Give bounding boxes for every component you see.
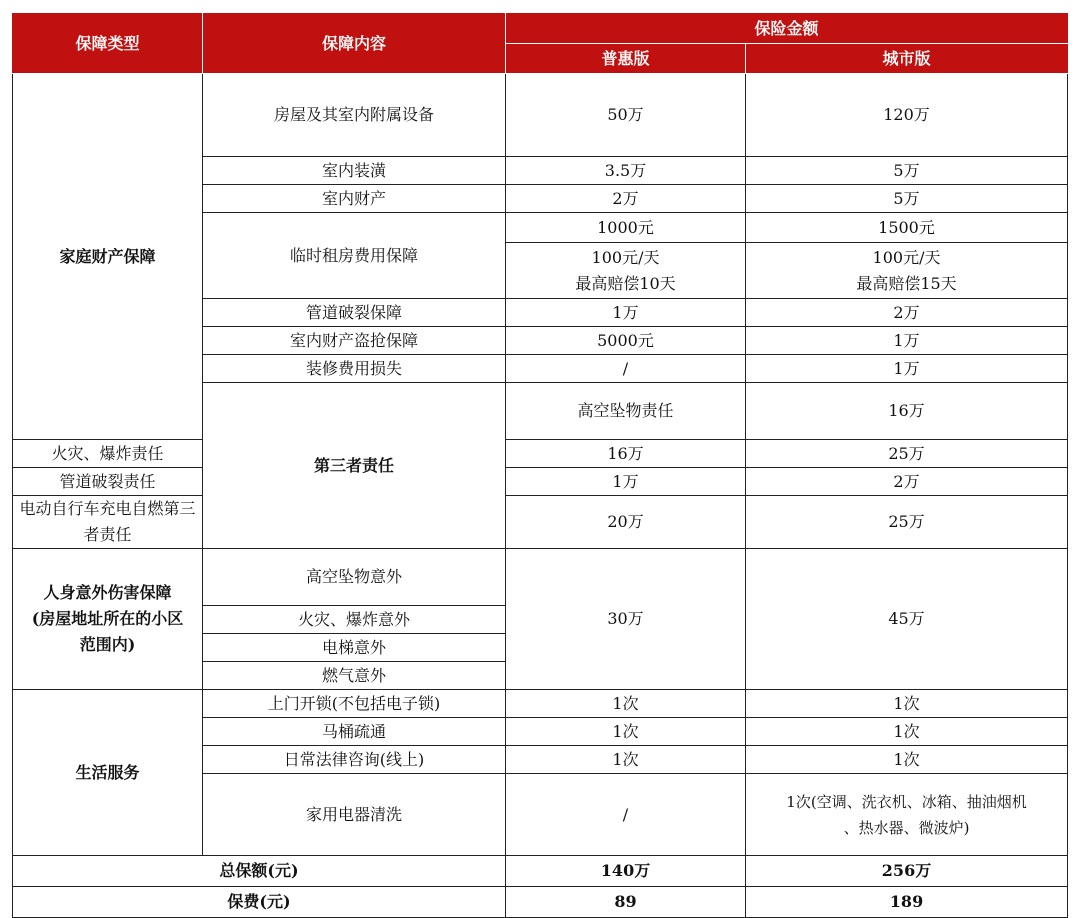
table-row <box>13 440 1068 468</box>
plan-a-cell: 5000元 <box>506 327 746 355</box>
plan-b-cell: 25万 <box>746 440 1068 468</box>
category-accident-line: (房屋地址所在的小区 <box>31 609 184 628</box>
insurance-coverage-table <box>12 13 1068 918</box>
plan-a-cell: 20万 <box>506 496 746 549</box>
table-row <box>13 690 1068 718</box>
plan-a-cell: 16万 <box>506 440 746 468</box>
item-cell: 管道破裂保障 <box>203 299 506 327</box>
plan-a-cell: 1次 <box>506 746 746 774</box>
header-amount: 保险金额 <box>506 14 1068 44</box>
category-third-party: 第三者责任 <box>203 383 506 549</box>
item-cell: 燃气意外 <box>203 662 506 690</box>
plan-b-cell: 1500元 <box>746 213 1068 243</box>
plan-a-cell: 3.5万 <box>506 157 746 185</box>
plan-b-cell: 1万 <box>746 355 1068 383</box>
item-cell: 装修费用损失 <box>203 355 506 383</box>
plan-b-cell: 25万 <box>746 496 1068 549</box>
header-plan-a: 普惠版 <box>506 44 746 74</box>
plan-b-cell: 2万 <box>746 468 1068 496</box>
total-sum-label: 总保额(元) <box>13 856 506 887</box>
plan-b-cell: 2万 <box>746 299 1068 327</box>
plan-a-line: 100元/天 <box>591 247 660 267</box>
item-cell: 高空坠物责任 <box>506 383 746 440</box>
plan-a-cell <box>506 243 746 299</box>
plan-b-line: 100元/天 <box>872 247 941 267</box>
plan-a-cell: 2万 <box>506 185 746 213</box>
plan-b-cell: 1次 <box>746 746 1068 774</box>
header-content: 保障内容 <box>203 14 506 74</box>
plan-b-cell: 5万 <box>746 157 1068 185</box>
fee-b: 189 <box>746 887 1068 918</box>
item-cell: 室内财产 <box>203 185 506 213</box>
plan-a-cell: 1万 <box>506 468 746 496</box>
plan-b-cell <box>746 774 1068 856</box>
fee-label: 保费(元) <box>13 887 506 918</box>
plan-b-cell: 1次 <box>746 718 1068 746</box>
plan-a-cell: 1次 <box>506 690 746 718</box>
item-cell: 高空坠物意外 <box>203 549 506 606</box>
category-home: 家庭财产保障 <box>13 74 203 440</box>
plan-a-cell: 30万 <box>506 549 746 690</box>
item-cell: 管道破裂责任 <box>13 468 203 496</box>
plan-b-cell: 5万 <box>746 185 1068 213</box>
fee-a: 89 <box>506 887 746 918</box>
plan-a-cell: 16万 <box>746 383 1068 440</box>
plan-a-cell: 1次 <box>506 718 746 746</box>
item-cell: 上门开锁(不包括电子锁) <box>203 690 506 718</box>
table-row <box>13 468 1068 496</box>
category-accident-line: 人身意外伤害保障 <box>43 583 172 602</box>
item-cell: 马桶疏通 <box>203 718 506 746</box>
plan-b-cell: 1万 <box>746 327 1068 355</box>
item-cell: 室内财产盗抢保障 <box>203 327 506 355</box>
table-row <box>13 74 1068 157</box>
header-plan-b: 城市版 <box>746 44 1068 74</box>
table-row <box>13 549 1068 606</box>
item-cell: 火灾、爆炸责任 <box>13 440 203 468</box>
item-cell: 电动自行车充电自燃第三者责任 <box>13 496 203 549</box>
total-sum-a: 140万 <box>506 856 746 887</box>
plan-a-cell: / <box>506 774 746 856</box>
item-cell: 电梯意外 <box>203 634 506 662</box>
plan-b-line: 、热水器、微波炉) <box>843 818 970 837</box>
plan-b-cell: 45万 <box>746 549 1068 690</box>
plan-a-cell: 1000元 <box>506 213 746 243</box>
item-cell: 日常法律咨询(线上) <box>203 746 506 774</box>
plan-b-line: 最高赔偿15天 <box>856 273 957 293</box>
item-cell: 家用电器清洗 <box>203 774 506 856</box>
plan-a-line: 最高赔偿10天 <box>575 273 676 293</box>
item-cell: 临时租房费用保障 <box>203 213 506 299</box>
header-type: 保障类型 <box>13 14 203 74</box>
plan-b-cell <box>746 243 1068 299</box>
total-row <box>13 856 1068 887</box>
category-accident <box>13 549 203 690</box>
category-life-service: 生活服务 <box>13 690 203 856</box>
item-cell: 火灾、爆炸意外 <box>203 606 506 634</box>
item-cell: 房屋及其室内附属设备 <box>203 74 506 157</box>
plan-a-cell: / <box>506 355 746 383</box>
category-accident-line: 范围内) <box>79 635 136 654</box>
plan-a-cell: 1万 <box>506 299 746 327</box>
item-cell: 室内装潢 <box>203 157 506 185</box>
table-row <box>13 496 1068 549</box>
plan-b-cell: 120万 <box>746 74 1068 157</box>
fee-row <box>13 887 1068 918</box>
plan-b-line: 1次(空调、洗衣机、冰箱、抽油烟机 <box>786 792 1027 811</box>
plan-b-cell: 1次 <box>746 690 1068 718</box>
total-sum-b: 256万 <box>746 856 1068 887</box>
plan-a-cell: 50万 <box>506 74 746 157</box>
